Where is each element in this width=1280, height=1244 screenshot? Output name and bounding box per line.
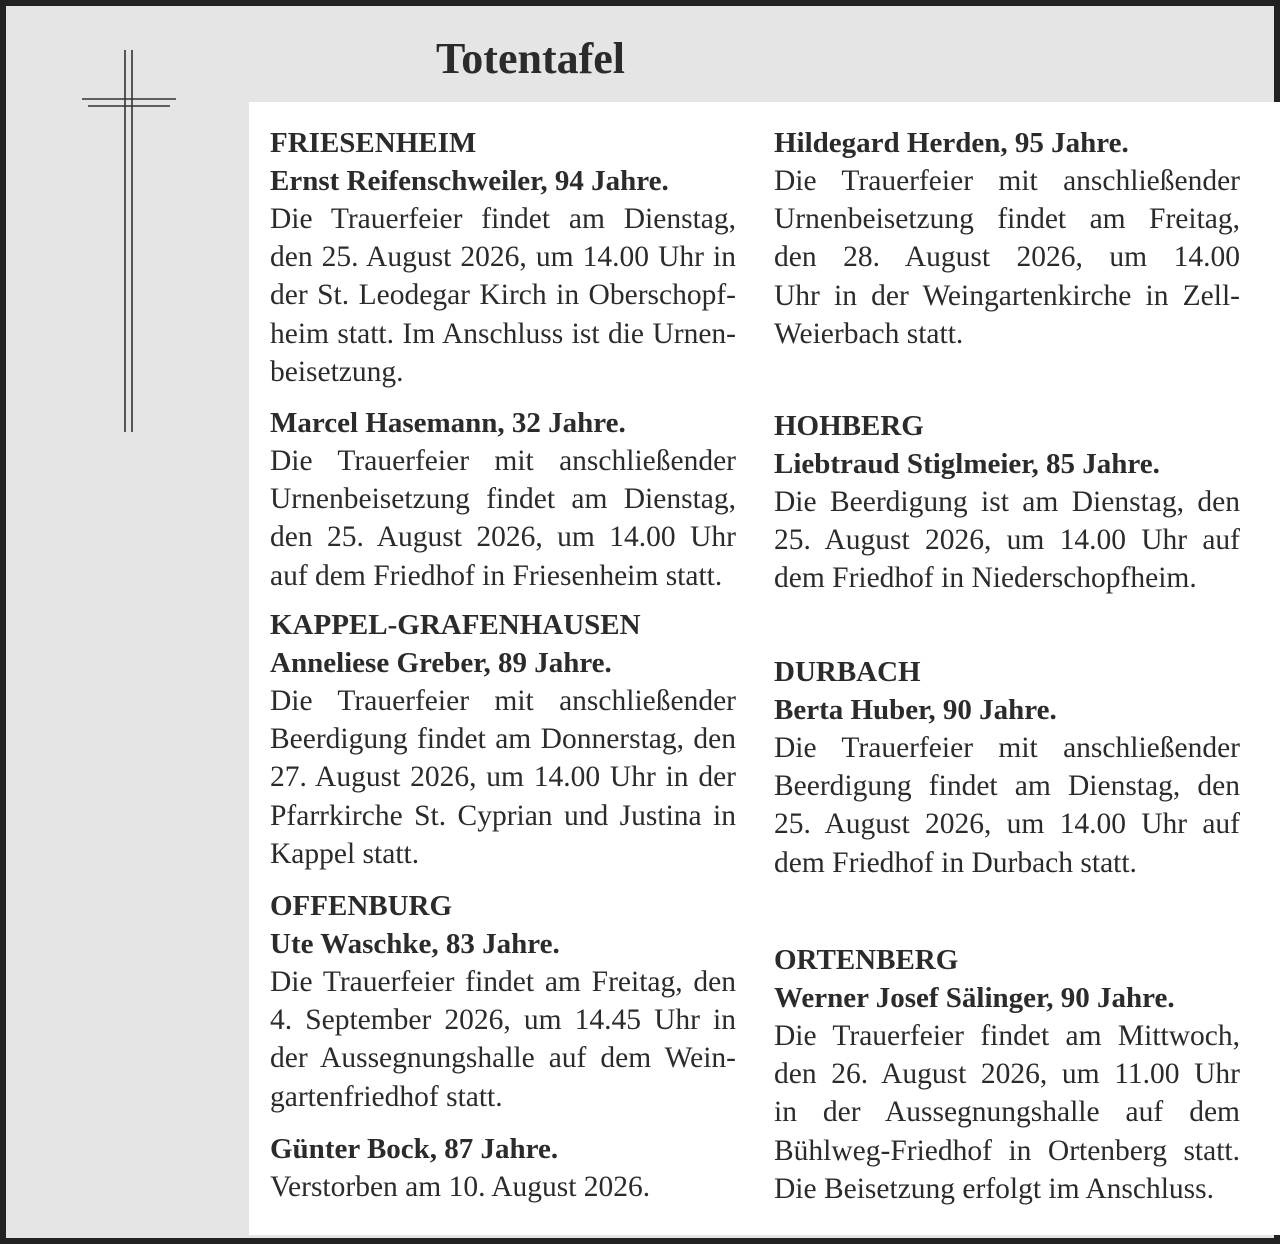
ceremony-text (774, 729, 1240, 882)
deceased-name: Günter Bock, 87 Jahre. (270, 1133, 559, 1165)
text-line: Die Trauerfeier mit anschließender (270, 445, 736, 477)
deceased-name: Ute Waschke, 83 Jahre. (270, 928, 560, 960)
place-heading: DURBACH (774, 656, 921, 688)
text-line: Die Trauerfeier mit anschließender (774, 165, 1240, 197)
text-line: Die Beerdigung ist am Dienstag, den (774, 486, 1240, 518)
text-line: Die Beisetzung erfolgt im Anschluss. (774, 1172, 1214, 1205)
text-line: 25. August 2026, um 14.00 Uhr auf (774, 524, 1240, 557)
obituary-content (249, 102, 1280, 1235)
deceased-name: Ernst Reifenschweiler, 94 Jahre. (270, 165, 669, 197)
text-line: der St. Leodegar Kirch in Oberschopf- (270, 279, 736, 312)
text-line: Die Trauerfeier mit anschließender (774, 732, 1240, 764)
deceased-name: Anneliese Greber, 89 Jahre. (270, 647, 612, 679)
ceremony-text (774, 1017, 1240, 1208)
text-line: dem Friedhof in Durbach statt. (774, 846, 1137, 879)
text-line: Pfarrkirche St. Cyprian und Justina in (270, 799, 736, 832)
obituary-entry (774, 941, 1240, 1208)
obituary-entry (270, 404, 736, 595)
text-line: Urnenbeisetzung findet am Freitag, (774, 203, 1240, 236)
text-line: 27. August 2026, um 14.00 Uhr in der (270, 761, 736, 794)
place-heading: ORTENBERG (774, 944, 959, 976)
text-line: Die Trauerfeier mit anschließender (270, 685, 736, 717)
text-line: Beerdigung findet am Donnerstag, den (270, 723, 736, 756)
obituary-entry (270, 1130, 736, 1206)
text-line: den 25. August 2026, um 14.00 Uhr (270, 521, 736, 554)
obituary-entry (774, 407, 1240, 598)
text-line: Die Trauerfeier findet am Freitag, den (270, 966, 736, 998)
obituary-entry (774, 653, 1240, 882)
text-line: auf dem Friedhof in Friesenheim statt. (270, 559, 723, 592)
deceased-name: Hildegard Herden, 95 Jahre. (774, 127, 1129, 159)
text-line: den 28. August 2026, um 14.00 (774, 241, 1240, 274)
text-line: Verstorben am 10. August 2026. (270, 1171, 651, 1203)
text-line: heim statt. Im Anschluss ist die Urnen- (270, 317, 736, 350)
text-line: den 25. August 2026, um 14.00 Uhr in (270, 241, 736, 274)
text-line: 4. September 2026, um 14.45 Uhr in (270, 1004, 736, 1037)
text-line: Die Trauerfeier findet am Mittwoch, (774, 1020, 1240, 1052)
deceased-name: Marcel Hasemann, 32 Jahre. (270, 407, 626, 439)
text-line: Beerdigung findet am Dienstag, den (774, 770, 1240, 803)
text-line: der Aussegnungshalle auf dem Wein- (270, 1042, 736, 1075)
place-heading: KAPPEL-GRAFENHAUSEN (270, 609, 641, 641)
place-heading: OFFENBURG (270, 890, 453, 922)
obituary-entry (270, 887, 736, 1116)
ceremony-text (270, 200, 736, 391)
deceased-name: Berta Huber, 90 Jahre. (774, 694, 1057, 726)
text-line: Urnenbeisetzung findet am Dienstag, (270, 483, 736, 516)
ceremony-text (270, 963, 736, 1116)
text-line: den 26. August 2026, um 11.00 Uhr (774, 1058, 1240, 1091)
obituary-entry (270, 124, 736, 391)
text-line: Die Trauerfeier findet am Dienstag, (270, 203, 736, 235)
text-line: dem Friedhof in Niederschopfheim. (774, 562, 1197, 595)
deceased-name: Werner Josef Sälinger, 90 Jahre. (774, 982, 1175, 1014)
text-line: Uhr in der Weingartenkirche in Zell- (774, 279, 1240, 312)
ceremony-text (774, 483, 1240, 598)
deceased-name: Liebtraud Stiglmeier, 85 Jahre. (774, 448, 1160, 480)
text-line: in der Aussegnungshalle auf dem (774, 1096, 1240, 1129)
ceremony-text (774, 162, 1240, 353)
ceremony-text (270, 442, 736, 595)
ceremony-text (270, 682, 736, 873)
place-heading: HOHBERG (774, 410, 924, 442)
obituary-entry (774, 124, 1240, 353)
obituary-entry (270, 606, 736, 873)
place-heading: FRIESENHEIM (270, 127, 477, 159)
text-line: beisetzung. (270, 355, 404, 388)
text-line: gartenfriedhof statt. (270, 1080, 503, 1113)
page-title: Totentafel (436, 34, 626, 83)
ceremony-text (270, 1168, 736, 1206)
text-line: 25. August 2026, um 14.00 Uhr auf (774, 808, 1240, 841)
text-line: Weierbach statt. (774, 317, 964, 350)
text-line: Kappel statt. (270, 837, 420, 870)
text-line: Bühlweg-Friedhof in Ortenberg statt. (774, 1134, 1240, 1167)
cross-icon (82, 50, 176, 432)
